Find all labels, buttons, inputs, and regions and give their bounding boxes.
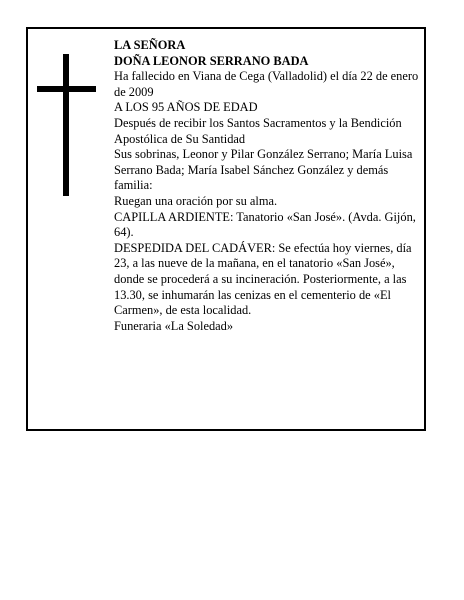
farewell-line: DESPEDIDA DEL CADÁVER: Se efectúa hoy viernes, día 23, a las nueve de la mañana, en el tanatorio «San José», donde se procederá a su incineración. Posteriormente, a las 13.30, se inhumarán las cenizas en el cementerio de «El Carmen», de esta localidad. <box>114 240 412 318</box>
funeral-home-line: Funeraria «La Soledad» <box>114 318 234 333</box>
prayer-line: Ruegan una oración por su alma. <box>114 193 278 208</box>
family-line: Sus sobrinas, Leonor y Pilar González Serrano; María Luisa Serrano Bada; María Isabel Sánchez González y demás familia: <box>114 147 413 193</box>
cross-horizontal-bar <box>37 86 96 92</box>
sacraments-line: Después de recibir los Santos Sacramentos y la Bendición Apostólica de Su Santidad <box>114 115 402 146</box>
deceased-name: DOÑA LEONOR SERRANO BADA <box>114 53 309 68</box>
death-info: Ha fallecido en Viana de Cega (Valladolid) el día 22 de enero de 2009 <box>114 69 419 99</box>
chapel-line: CAPILLA ARDIENTE: Tanatorio «San José». (Avda. Gijón, 64). <box>114 209 416 240</box>
notice-heading-title: LA SEÑORA <box>114 38 186 52</box>
age-line: A LOS 95 AÑOS DE EDAD <box>114 100 258 115</box>
cross-vertical-bar <box>63 54 69 196</box>
notice-body <box>114 38 420 334</box>
